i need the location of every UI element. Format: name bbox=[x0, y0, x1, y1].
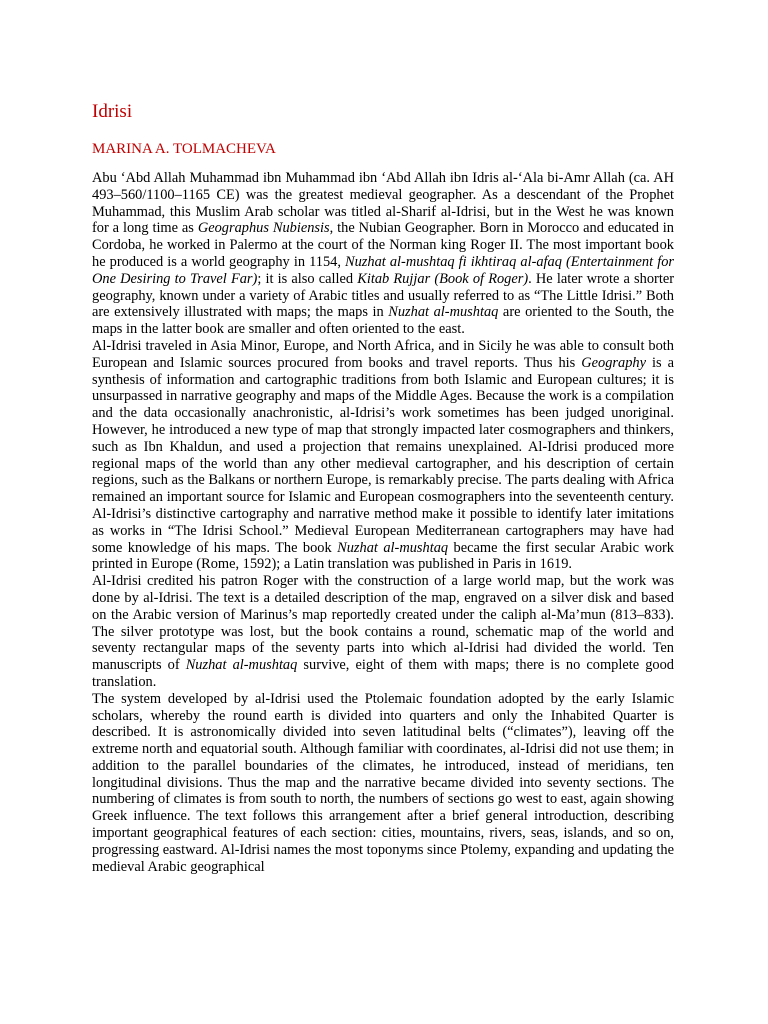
author-name: MARINA A. TOLMACHEVA bbox=[92, 141, 276, 157]
italic-text: Kitab Rujjar (Book of Roger) bbox=[357, 270, 529, 287]
body-paragraph bbox=[92, 338, 674, 573]
text-run: , the Nubian Geographer. Born in Morocco and educated in Cordoba, he worked in Palermo at the court of the Norman king Roger II. The most important book he produced is a world geography in 1154, bbox=[92, 220, 675, 270]
article-title: Idrisi bbox=[92, 101, 133, 122]
text-run: survive, eight of them with maps; there is no complete good translation. bbox=[92, 657, 674, 690]
italic-text: Nuzhat al-mushtaq bbox=[388, 304, 499, 321]
text-run: The system developed by al-Idrisi used the Ptolemaic foundation adopted by the early Islamic scholars, whereby the round earth is divided into quarters and only the Inhabited Quarter is described. It is astronomically divided into seven latitudinal belts (“climates”), leaving off the extreme north and equatorial south. Although familiar with coordinates, al-Idrisi did not use them; in addition to the parallel boundaries of the climates, he introduced, instead of meridians, ten longitudinal divisions. Thus the map and the narrative became divided into seventy sections. The numbering of climates is from south to north, the numbers of sections go west to east, again showing Greek influence. The text follows this arrangement after a brief general introduction, describing important geographical features of each section: cities, mountains, rivers, seas, islands, and so on, progressing eastward. Al-Idrisi names the most toponyms since Ptolemy, expanding and updating the medieval Arabic geographical bbox=[92, 690, 674, 875]
italic-text: Geographus Nubiensis bbox=[197, 220, 330, 237]
italic-text: Geography bbox=[581, 354, 647, 371]
document-page bbox=[92, 96, 674, 875]
italic-text: Nuzhat al-mushtaq fi ikhtiraq al-afaq (Entertainment for One Desiring to Travel Far) bbox=[92, 253, 674, 287]
italic-text: Nuzhat al-mushtaq bbox=[337, 539, 449, 556]
text-run: became the first secular Arabic work printed in Europe (Rome, 1592); a Latin translation was published in Paris in 1619. bbox=[92, 539, 675, 573]
text-run: Al-Idrisi credited his patron Roger with the construction of a large world map, but the work was done by al-Idrisi. The text is a detailed description of the map, engraved on a silver disk and based on the Arabic version of Marinus’s map reportedly created under the caliph al-Ma’mun (813–833). The silver prototype was lost, but the book contains a round, schematic map of the world and seventy rectangular maps of the seventy parts into which al-Idrisi had divided the world. Ten manuscripts of bbox=[92, 573, 674, 674]
article-body bbox=[92, 170, 674, 875]
italic-text: Nuzhat al-mushtaq bbox=[185, 657, 298, 674]
body-paragraph bbox=[92, 170, 674, 338]
text-run: is a synthesis of information and cartographic traditions from both Islamic and European cultures; it is unsurpassed in narrative geography and maps of the Middle Ages. Because the work is a compilation and the data occasionally anachronistic, al-Idrisi’s work sometimes has been judged unoriginal. However, he introduced a new type of map that strongly impacted later cosmographers and thinkers, such as Ibn Khaldun, and used a projection that remains unexplained. Al-Idrisi produced more regional maps of the world than any other medieval cartographer, and his description of certain regions, such as the Balkans or northern Europe, is remarkably precise. The parts dealing with Africa remained an important source for Islamic and European cosmographers into the seventeenth century. Al-Idrisi’s distinctive cartography and narrative method make it possible to identify later imitations as works in “The Idrisi School.” Medieval European Mediterranean cartographers may have had some knowledge of his maps. The book bbox=[92, 354, 674, 556]
text-run: . He later wrote a shorter geography, known under a variety of Arabic titles and usually referred to as “The Little Idrisi.” Both are extensively illustrated with maps; the maps in bbox=[92, 270, 674, 321]
text-run: Al-Idrisi traveled in Asia Minor, Europe, and North Africa, and in Sicily he was able to consult both European and Islamic sources procured from books and travel reports. Thus his bbox=[92, 337, 674, 371]
body-paragraph bbox=[92, 691, 674, 876]
text-run: ; it is also called bbox=[257, 270, 358, 287]
text-run: are oriented to the South, the maps in the latter book are smaller and often oriented to the east. bbox=[92, 304, 675, 338]
text-run: Abu ‘Abd Allah Muhammad ibn Muhammad ibn ‘Abd Allah ibn Idris al-‘Ala bi-Amr Allah (ca. AH 493–560/1100–1165 CE) was the greatest medieval geographer. As a descendant of the Prophet Muhammad, this Muslim Arab scholar was titled al-Sharif al-Idrisi, but in the West he was known for a long time as bbox=[92, 170, 674, 237]
body-paragraph bbox=[92, 573, 674, 691]
